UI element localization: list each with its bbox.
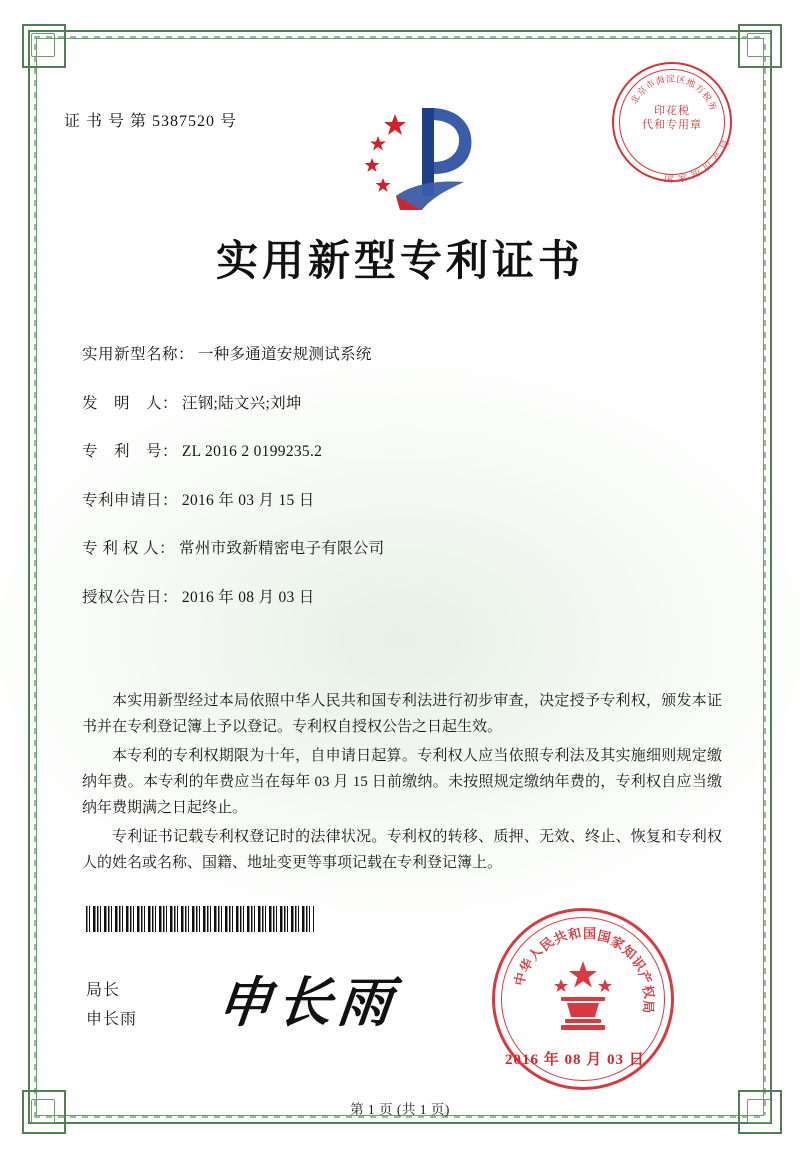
field-value: 汪钢;陆文兴;刘坤 xyxy=(181,394,302,412)
tax-stamp-seal xyxy=(612,62,732,185)
field-value: ZL 2016 2 0199235.2 xyxy=(181,443,323,460)
field-application-date xyxy=(82,491,722,511)
tax-stamp-line2: 代和专用章 xyxy=(642,119,702,131)
field-patent-number xyxy=(82,442,722,462)
barcode xyxy=(86,906,314,932)
certificate-number: 证 书 号 第 5387520 号 xyxy=(64,113,238,130)
field-patentee xyxy=(82,539,722,559)
corner-ornament-top-left xyxy=(22,24,66,68)
body-paragraph-2: 本专利的专利权期限为十年，自申请日起算。专利权人应当依照专利法及其实施细则规定缴纳年费。本专利的年费应当在每年 03 月 15 日前缴纳。未按照规定缴纳年费的，专利权自应当缴纳年费期满之日起终止。 xyxy=(82,748,722,816)
cnipa-logo-icon xyxy=(338,96,478,214)
national-seal-arc-text: 中 华 人 民 共 和 国 国 家 知 识 产 权 局 xyxy=(511,924,658,1014)
corner-ornament-top-right xyxy=(738,24,782,68)
director-title-label: 局长 xyxy=(86,982,121,999)
tax-stamp-center-text xyxy=(614,104,730,132)
field-value: 一种多通道安规测试系统 xyxy=(197,346,372,363)
field-label: 发 明 人： xyxy=(82,394,179,412)
tax-stamp-line1: 印花税 xyxy=(654,105,690,117)
field-label: 授权公告日： xyxy=(82,588,179,606)
field-value: 2016 年 03 月 15 日 xyxy=(181,491,315,509)
body-text xyxy=(82,688,722,879)
page-title: 实用新型专利证书 xyxy=(215,236,584,285)
body-paragraph-1: 本实用新型经过本局依照中华人民共和国专利法进行初步审查，决定授予专利权，颁发本证书并在专利登记簿上予以登记。专利权自授权公告之日起生效。 xyxy=(82,693,722,735)
field-utility-model-name xyxy=(82,345,722,365)
national-emblem-icon xyxy=(541,955,625,1039)
seal-date: 2016 年 08 月 03 日 xyxy=(505,1052,645,1068)
field-list xyxy=(82,345,722,636)
body-paragraph-3: 专利证书记载专利权登记时的法律状况。专利权的转移、质押、无效、终止、恢复和专利权人的姓名或名称、国籍、地址变更等事项记载在专利登记簿上。 xyxy=(82,829,722,871)
field-grant-announcement-date xyxy=(82,588,722,608)
field-label: 实用新型名称： xyxy=(82,346,195,363)
field-value: 2016 年 08 月 03 日 xyxy=(181,588,315,606)
field-label: 专利申请日： xyxy=(82,491,179,509)
director-handwritten-signature: 申长雨 xyxy=(214,970,401,1034)
field-inventor xyxy=(82,394,722,414)
page-footer: 第 1 页 (共 1 页) xyxy=(350,1102,450,1117)
field-label: 专 利 权 人： xyxy=(82,540,176,557)
field-value: 常州市致新精密电子有限公司 xyxy=(179,540,385,557)
director-name: 申长雨 xyxy=(86,1011,138,1028)
tax-stamp-arc-text: 北 京 市 海 淀 区 地 方 税 务 局 产 识 知 家 国 xyxy=(628,73,731,185)
field-label: 专 利 号： xyxy=(82,443,179,460)
